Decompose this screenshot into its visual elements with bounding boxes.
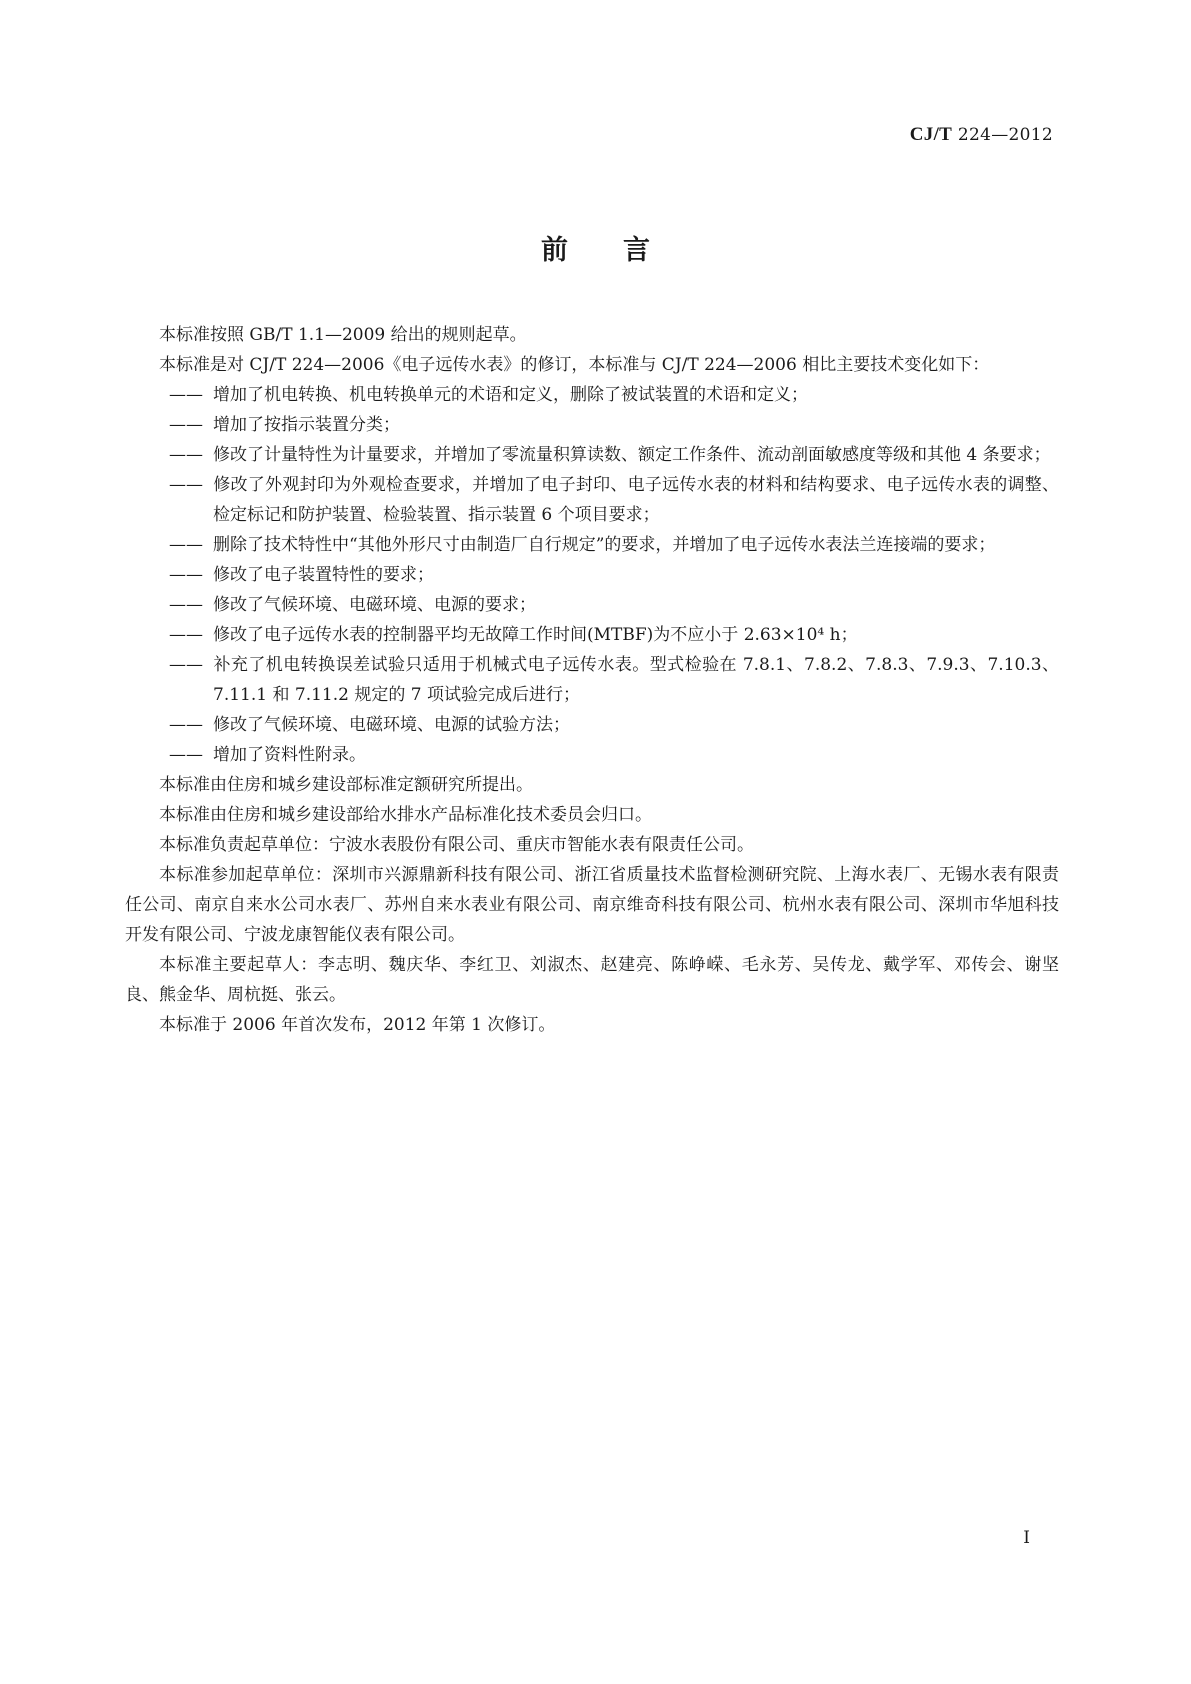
dash-marker: ——: [169, 415, 203, 435]
change-item: [125, 470, 1059, 530]
change-text: 修改了计量特性为计量要求，并增加了零流量积算读数、额定工作条件、流动剖面敏感度等级和其他 4 条要求；: [213, 445, 1051, 465]
dash-marker: ——: [169, 445, 203, 465]
change-text: 修改了电子远传水表的控制器平均无故障工作时间(MTBF)为不应小于 2.63×10⁴ h；: [213, 625, 858, 645]
publication-history-paragraph: 本标准于 2006 年首次发布，2012 年第 1 次修订。: [159, 1015, 556, 1035]
page-title: 前言: [541, 235, 705, 266]
dash-marker: ——: [169, 595, 203, 615]
standard-code-prefix: CJ/T: [909, 124, 953, 145]
foreword-body: [125, 320, 1059, 1040]
dash-marker: ——: [169, 475, 203, 495]
page-number: I: [1023, 1528, 1030, 1548]
dash-marker: ——: [169, 655, 203, 675]
change-text: 增加了机电转换、机电转换单元的术语和定义，删除了被试装置的术语和定义；: [213, 385, 808, 405]
main-drafters-paragraph: 本标准主要起草人：李志明、魏庆华、李红卫、刘淑杰、赵建亮、陈峥嵘、毛永芳、吴传龙、戴学军、邓传会、谢坚良、熊金华、周杭挺、张云。: [125, 955, 1059, 1005]
change-text: 修改了外观封印为外观检查要求，并增加了电子封印、电子远传水表的材料和结构要求、电子远传水表的调整、检定标记和防护装置、检验装置、指示装置 6 个项目要求；: [213, 475, 1059, 525]
change-item: [125, 380, 1059, 410]
intro-paragraph: 本标准是对 CJ/T 224—2006《电子远传水表》的修订，本标准与 CJ/T 224—2006 相比主要技术变化如下：: [159, 355, 990, 375]
dash-marker: ——: [169, 535, 203, 555]
change-item: [125, 740, 1059, 770]
change-text: 修改了气候环境、电磁环境、电源的要求；: [213, 595, 536, 615]
change-item: [125, 440, 1059, 470]
committee-paragraph: 本标准由住房和城乡建设部给水排水产品标准化技术委员会归口。: [159, 805, 652, 825]
change-item: [125, 560, 1059, 590]
changes-list: [125, 380, 1059, 770]
dash-marker: ——: [169, 745, 203, 765]
standard-code-header: [910, 124, 1053, 146]
change-text: 修改了气候环境、电磁环境、电源的试验方法；: [213, 715, 570, 735]
change-text: 增加了按指示装置分类；: [213, 415, 400, 435]
change-text: 修改了电子装置特性的要求；: [213, 565, 434, 585]
dash-marker: ——: [169, 385, 203, 405]
proposer-paragraph: 本标准由住房和城乡建设部标准定额研究所提出。: [159, 775, 533, 795]
change-item: [125, 710, 1059, 740]
change-item: [125, 410, 1059, 440]
responsible-drafters-paragraph: 本标准负责起草单位：宁波水表股份有限公司、重庆市智能水表有限责任公司。: [159, 835, 754, 855]
dash-marker: ——: [169, 565, 203, 585]
change-text: 补充了机电转换误差试验只适用于机械式电子远传水表。型式检验在 7.8.1、7.8.2、7.8.3、7.9.3、7.10.3、7.11.1 和 7.11.2 规定的 7 项试验完成后进行；: [213, 655, 1059, 705]
participating-drafters-paragraph: 本标准参加起草单位：深圳市兴源鼎新科技有限公司、浙江省质量技术监督检测研究院、上海水表厂、无锡水表有限责任公司、南京自来水公司水表厂、苏州自来水表业有限公司、南京维奇科技有限公司、杭州水表有限公司、深圳市华旭科技开发有限公司、宁波龙康智能仪表有限公司。: [125, 865, 1059, 945]
dash-marker: ——: [169, 625, 203, 645]
change-text: 删除了技术特性中“其他外形尺寸由制造厂自行规定”的要求，并增加了电子远传水表法兰连接端的要求；: [213, 535, 996, 555]
change-item: [125, 530, 1059, 560]
change-item: [125, 620, 1059, 650]
standard-code-number: 224—2012: [957, 125, 1053, 145]
dash-marker: ——: [169, 715, 203, 735]
intro-paragraph: 本标准按照 GB/T 1.1—2009 给出的规则起草。: [159, 325, 527, 345]
change-text: 增加了资料性附录。: [213, 745, 366, 765]
change-item: [125, 650, 1059, 710]
change-item: [125, 590, 1059, 620]
